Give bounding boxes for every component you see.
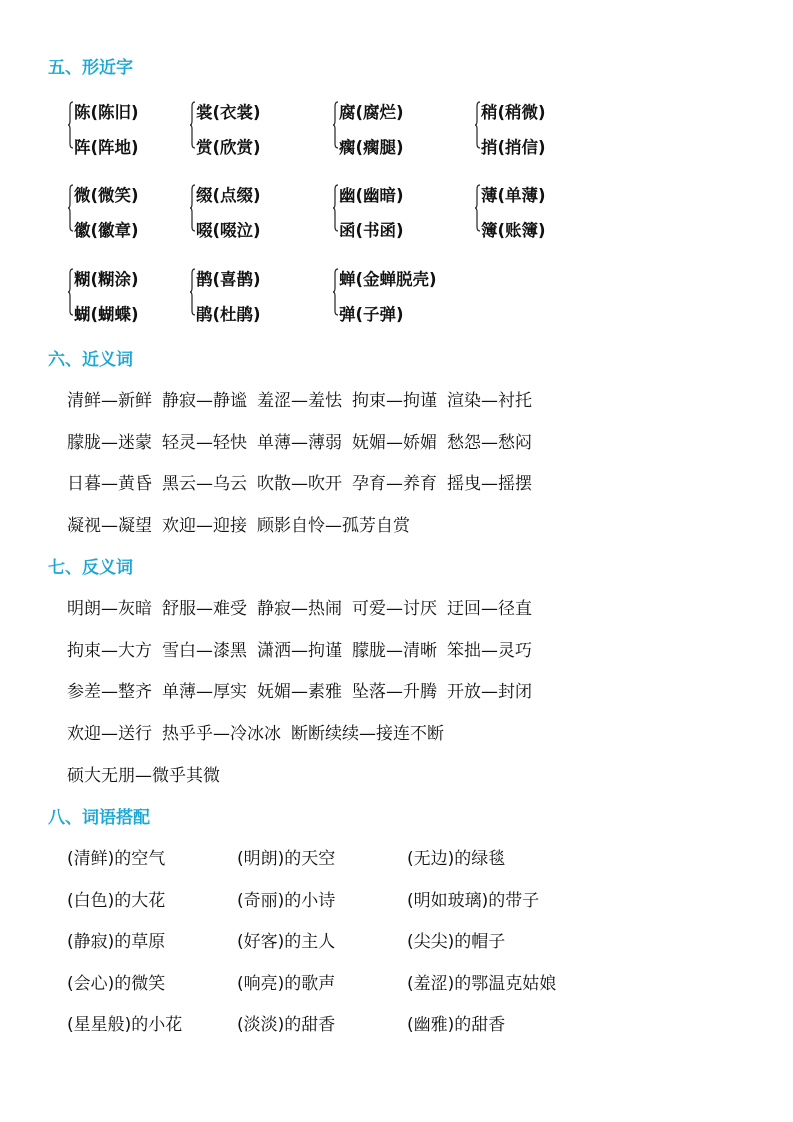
synonym-pair: 黑云—乌云 (162, 474, 247, 494)
char-pair (190, 101, 330, 157)
char-pair (333, 184, 473, 240)
pair-word: 弹(子弹) (339, 305, 404, 324)
antonym-pair: 明朗—灰暗 (67, 599, 152, 619)
antonym-pair: 笨拙—灵巧 (447, 641, 532, 661)
collocation-item: (好客)的主人 (237, 932, 336, 952)
antonym-pair: 单薄—厚实 (162, 682, 247, 702)
collocation-item: (会心)的微笑 (67, 974, 166, 994)
collocation-item: (淡淡)的甜香 (237, 1015, 336, 1035)
antonym-pair: 欢迎—送行 (67, 724, 152, 744)
synonym-pair: 拘束—拘谨 (352, 391, 437, 411)
antonym-pair: 坠落—升腾 (352, 682, 437, 702)
synonym-pair: 羞涩—羞怯 (257, 391, 342, 411)
synonym-line (67, 515, 420, 537)
char-pair (68, 184, 208, 240)
antonym-line (67, 681, 542, 703)
antonym-pair: 雪白—漆黑 (162, 641, 247, 661)
pair-word: 鹊(喜鹊) (196, 270, 261, 289)
synonym-line (67, 432, 542, 454)
section-6-title: 六、近义词 (48, 350, 133, 370)
synonym-pair: 朦胧—迷蒙 (67, 433, 152, 453)
collocation-item: (奇丽)的小诗 (237, 891, 336, 911)
char-pair (190, 184, 330, 240)
collocation-item: (尖尖)的帽子 (407, 932, 506, 952)
antonym-pair: 朦胧—清晰 (352, 641, 437, 661)
antonym-line (67, 723, 454, 745)
char-pair (68, 268, 208, 324)
synonym-pair: 渲染—衬托 (447, 391, 532, 411)
collocation-item: (白色)的大花 (67, 891, 166, 911)
collocation-item: (无边)的绿毯 (407, 849, 506, 869)
synonym-pair: 静寂—静谧 (162, 391, 247, 411)
collocation-item: (响亮)的歌声 (237, 974, 336, 994)
antonym-pair: 迂回—径直 (447, 599, 532, 619)
section-7-title: 七、反义词 (48, 558, 133, 578)
synonym-pair: 欢迎—迎接 (162, 516, 247, 536)
pair-word: 函(书函) (339, 221, 404, 240)
antonym-line (67, 640, 542, 662)
section-5-title: 五、形近字 (48, 58, 133, 78)
synonym-pair: 妩媚—娇媚 (352, 433, 437, 453)
synonym-pair: 日暮—黄昏 (67, 474, 152, 494)
collocation-item: (星星般)的小花 (67, 1015, 183, 1035)
synonym-pair: 单薄—薄弱 (257, 433, 342, 453)
pair-word: 稍(稍微) (481, 103, 546, 122)
char-pair (475, 184, 615, 240)
pair-word: 簿(账簿) (481, 221, 546, 240)
char-pair (475, 101, 615, 157)
pair-word: 腐(腐烂) (339, 103, 404, 122)
antonym-pair: 潇洒—拘谨 (257, 641, 342, 661)
antonym-pair: 硕大无朋—微乎其微 (67, 766, 220, 786)
synonym-pair: 轻灵—轻快 (162, 433, 247, 453)
section-8-title: 八、词语搭配 (48, 808, 150, 828)
collocation-item: (幽雅)的甜香 (407, 1015, 506, 1035)
pair-word: 捎(捎信) (481, 138, 546, 157)
char-pair (333, 101, 473, 157)
synonym-pair: 凝视—凝望 (67, 516, 152, 536)
char-pair (190, 268, 330, 324)
pair-word: 微(微笑) (74, 186, 139, 205)
synonym-pair: 清鲜—新鲜 (67, 391, 152, 411)
pair-word: 糊(糊涂) (74, 270, 139, 289)
pair-word: 裳(衣裳) (196, 103, 261, 122)
collocation-item: (明如玻璃)的带子 (407, 891, 540, 911)
pair-word: 薄(单薄) (481, 186, 546, 205)
char-pair (68, 101, 208, 157)
antonym-pair: 开放—封闭 (447, 682, 532, 702)
pair-word: 赏(欣赏) (196, 138, 261, 157)
pair-word: 缀(点缀) (196, 186, 261, 205)
collocation-item: (明朗)的天空 (237, 849, 336, 869)
synonym-pair: 摇曳—摇摆 (447, 474, 532, 494)
synonym-line (67, 390, 542, 412)
pair-word: 阵(阵地) (74, 138, 139, 157)
pair-word: 啜(啜泣) (196, 221, 261, 240)
antonym-line (67, 598, 542, 620)
antonym-pair: 舒服—难受 (162, 599, 247, 619)
synonym-pair: 愁怨—愁闷 (447, 433, 532, 453)
char-pair (333, 268, 473, 324)
synonym-pair: 孕育—养育 (352, 474, 437, 494)
pair-word: 鹃(杜鹃) (196, 305, 261, 324)
antonym-pair: 参差—整齐 (67, 682, 152, 702)
synonym-pair: 吹散—吹开 (257, 474, 342, 494)
collocation-item: (羞涩)的鄂温克姑娘 (407, 974, 557, 994)
pair-word: 蝴(蝴蝶) (74, 305, 139, 324)
pair-word: 蝉(金蝉脱壳) (339, 270, 437, 289)
synonym-line (67, 473, 542, 495)
antonym-pair: 拘束—大方 (67, 641, 152, 661)
pair-word: 陈(陈旧) (74, 103, 139, 122)
antonym-pair: 妩媚—素雅 (257, 682, 342, 702)
pair-word: 徽(徽章) (74, 221, 139, 240)
antonym-pair: 可爱—讨厌 (352, 599, 437, 619)
collocation-item: (静寂)的草原 (67, 932, 166, 952)
synonym-pair: 顾影自怜—孤芳自赏 (257, 516, 410, 536)
collocation-item: (清鲜)的空气 (67, 849, 166, 869)
antonym-pair: 断断续续—接连不断 (291, 724, 444, 744)
pair-word: 瘸(瘸腿) (339, 138, 404, 157)
antonym-pair: 热乎乎—冷冰冰 (162, 724, 281, 744)
pair-word: 幽(幽暗) (339, 186, 404, 205)
antonym-pair: 静寂—热闹 (257, 599, 342, 619)
antonym-line (67, 765, 230, 787)
